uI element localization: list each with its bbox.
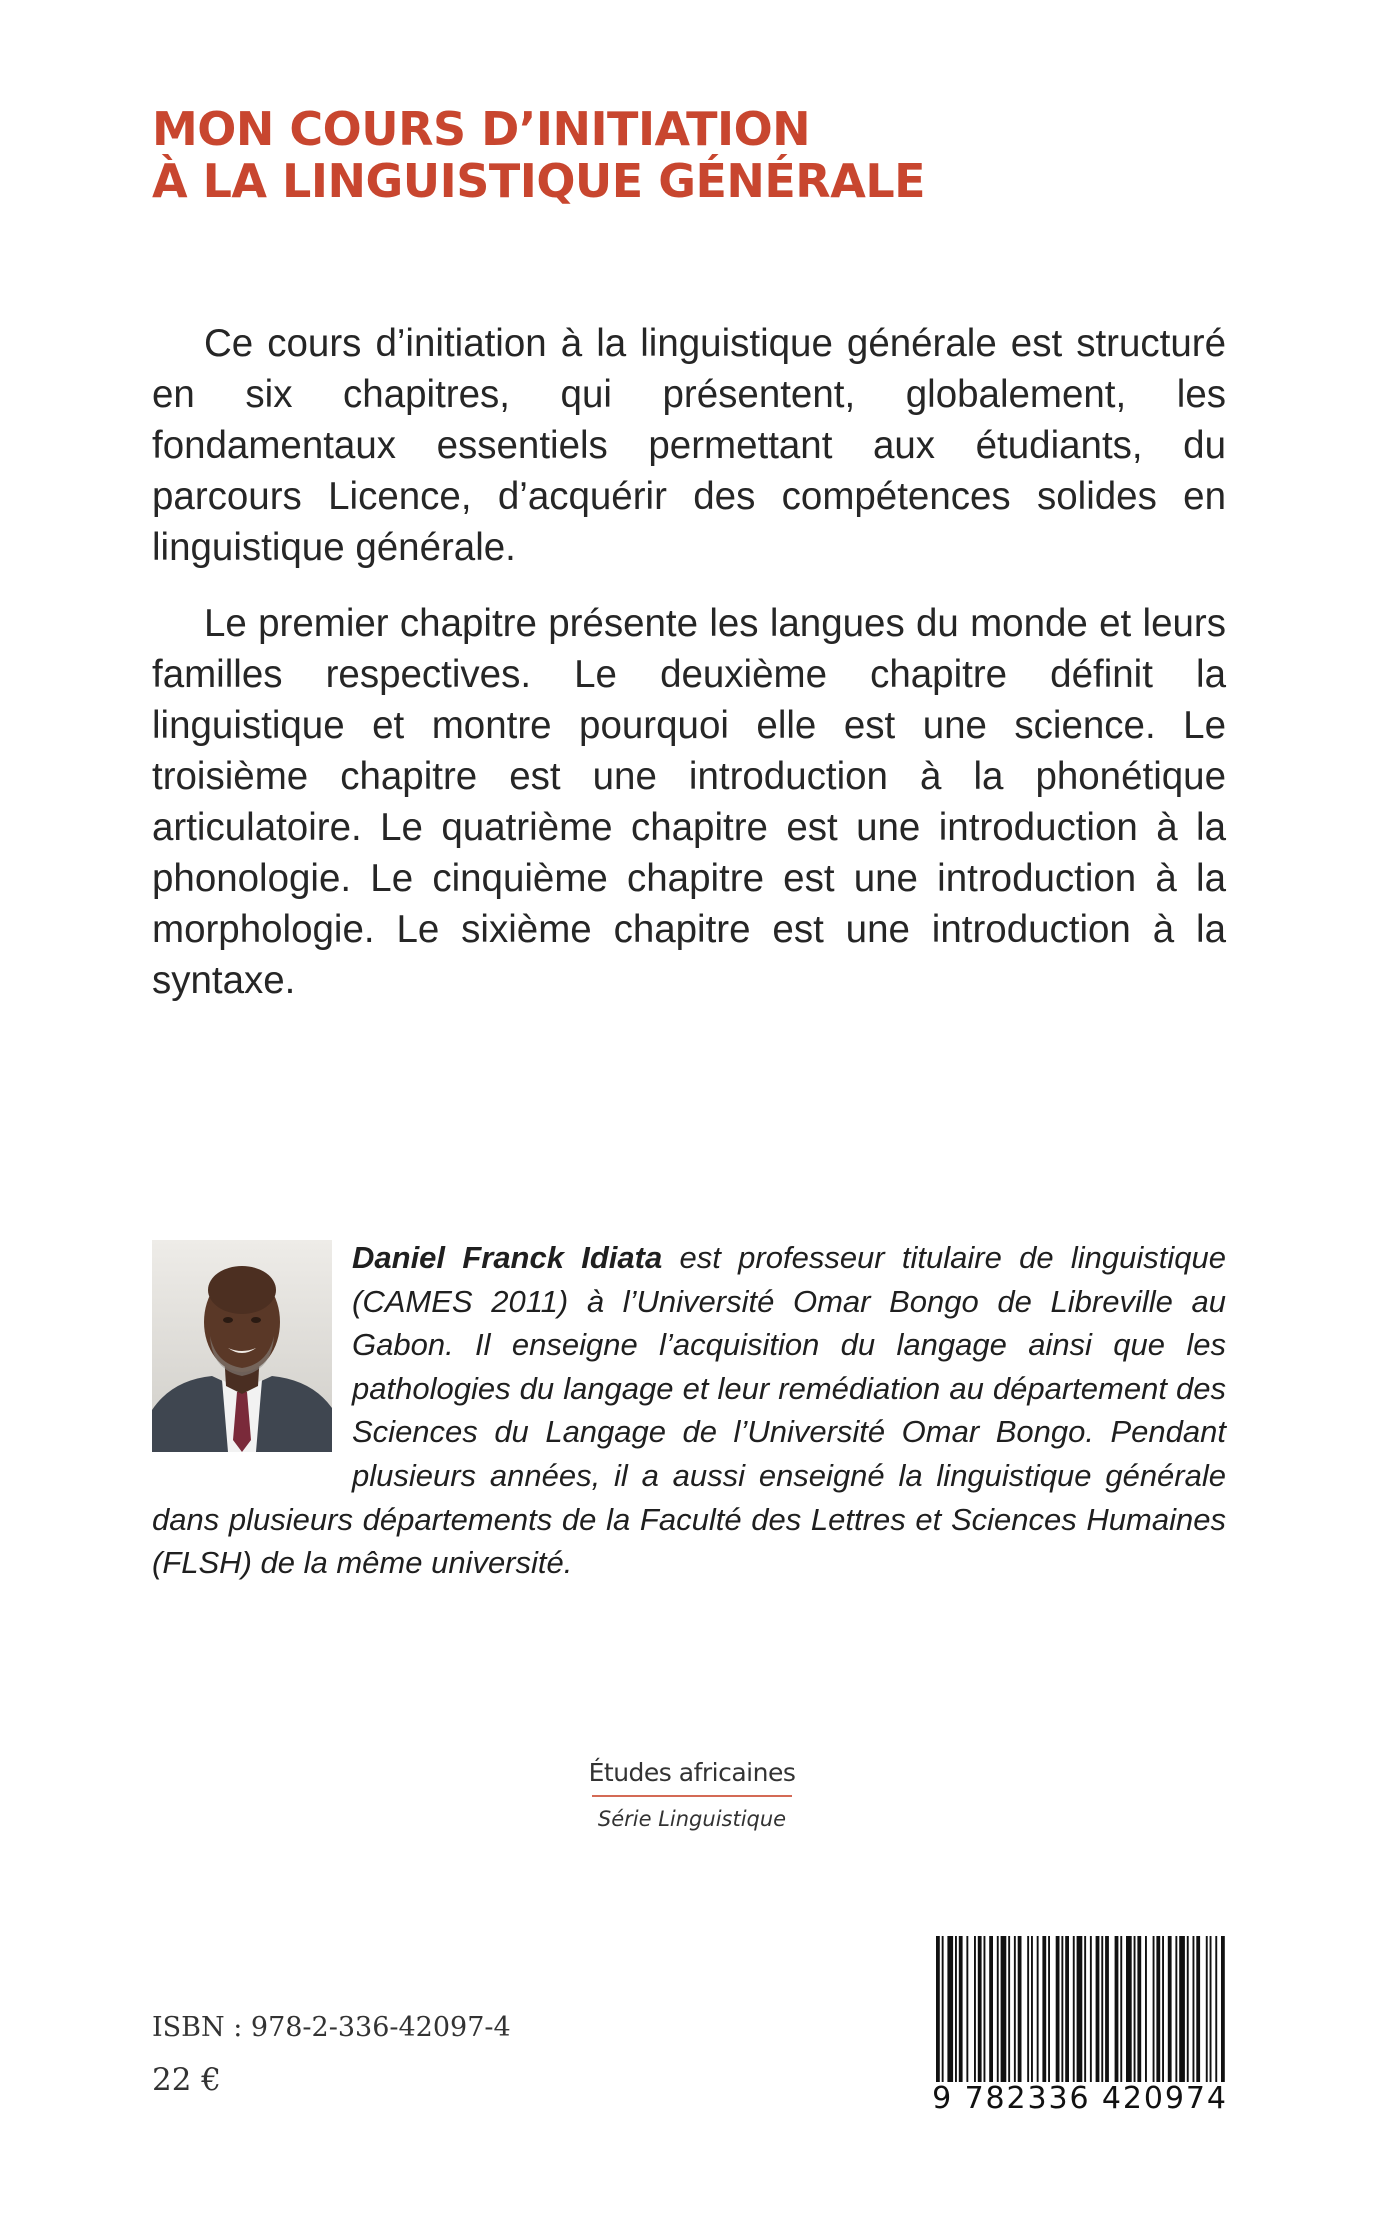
price: 22 € xyxy=(152,2062,222,2098)
author-bio: est professeur titulaire de linguistique (CAMES 2011) à l’Université Omar Bongo de Libreville au Gabon. Il enseigne l’acquisition du langage ainsi que les pathologies du langage et leur remédiation au département des Sciences du Langage de l’Université Omar Bongo. Pendant plusieurs années, il a aussi enseigné la linguistique générale dans plusieurs départements de la Faculté des Lettres et Sciences Humaines (FLSH) de la même université. xyxy=(152,1240,1226,1581)
book-summary xyxy=(152,318,1226,1006)
book-title xyxy=(152,103,1252,207)
isbn: ISBN : 978-2-336-42097-4 xyxy=(152,2012,511,2043)
author-biography xyxy=(152,1236,1226,1585)
author-name: Daniel Franck Idiata xyxy=(352,1240,663,1275)
series-divider xyxy=(592,1795,792,1797)
series-name: Études africaines xyxy=(588,1758,796,1787)
author-photo xyxy=(152,1240,332,1452)
summary-paragraph: Le premier chapitre présente les langues du monde et leurs familles respectives. Le deuxième chapitre définit la linguistique et montre pourquoi elle est une science. Le troisième chapitre est une introduction à la phonétique articulatoire. Le quatrième chapitre est une introduction à la phonologie. Le cinquième chapitre est une introduction à la morphologie. Le sixième chapitre est une introduction à la syntaxe. xyxy=(152,602,1226,1002)
book-title-line-2: À LA LINGUISTIQUE GÉNÉRALE xyxy=(152,154,926,208)
series-logo xyxy=(588,1757,796,1833)
summary-paragraph: Ce cours d’initiation à la linguistique générale est structuré en six chapitres, qui présentent, globalement, les fondamentaux essentiels permettant aux étudiants, du parcours Licence, d’acquérir des compétences solides en linguistique générale. xyxy=(152,322,1226,569)
subseries-name: Série Linguistique xyxy=(597,1807,787,1831)
book-title-line-1: MON COURS D’INITIATION xyxy=(152,102,811,156)
barcode-digits: 9 782336 420974 xyxy=(920,2082,1240,2116)
